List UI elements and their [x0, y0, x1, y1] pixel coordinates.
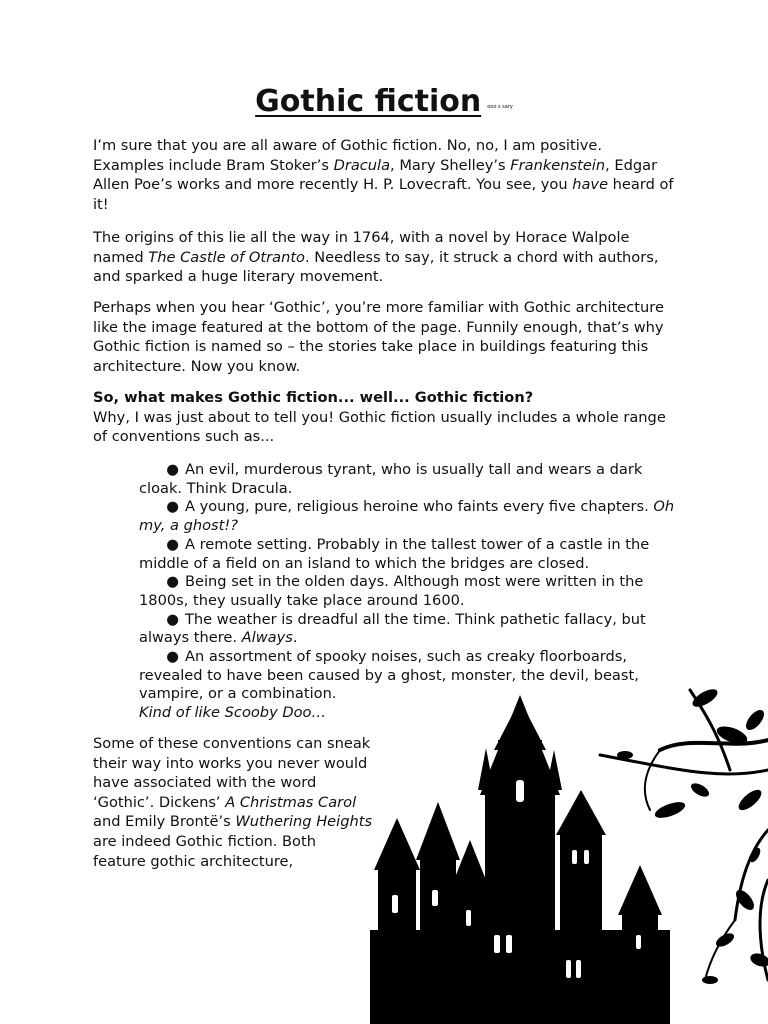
para4-christmas-carol: A Christmas Carol	[225, 793, 357, 811]
list-item	[139, 611, 684, 648]
para1-dracula: Dracula	[333, 156, 391, 174]
bullet-icon: ●	[166, 648, 179, 666]
list-item-after: .	[292, 629, 298, 647]
para1-frankenstein: Frankenstein	[510, 156, 606, 174]
list-item-text: A young, pure, religious heroine who faints every five chapters.	[185, 498, 654, 516]
conventions-tail: Kind of like Scooby Doo…	[139, 704, 327, 721]
para4-text-c: and Emily Brontë’s	[93, 813, 236, 831]
list-item-text: Being set in the olden days. Although most were written in the 1800s, they usually take place around 1600.	[139, 573, 644, 609]
examples-paragraph	[93, 734, 373, 871]
para4-text-a: Some of these conventions can sneak their way into works you never would have associated with the word ‘Gothic’. Dickens’	[93, 735, 371, 811]
title-block	[0, 84, 768, 119]
list-item	[139, 573, 684, 610]
para2-text-a: The origins of this lie all the way in 1764, with a novel by Horace Walpole named	[93, 229, 630, 266]
list-item-italic: Always	[241, 629, 293, 647]
title-tag: ooo s sary	[487, 103, 513, 110]
bullet-icon: ●	[166, 535, 179, 553]
list-item-text: An assortment of spooky noises, such as creaky floorboards, revealed to have been caused by a ghost, monster, the devil, beast, vampire, or a combination.	[139, 648, 639, 703]
para1-text-a: I’m sure that you are all aware of Gothic fiction. No, no, I am positive. Examples include Bram Stoker’s	[93, 137, 603, 174]
para1-text-g: heard of it!	[93, 176, 674, 213]
castle-icon	[370, 695, 670, 1024]
para2-otranto: The Castle of Otranto	[148, 248, 305, 266]
para4-text-e: are indeed Gothic fiction. Both feature gothic architecture,	[93, 832, 316, 870]
list-item-text: A remote setting. Probably in the tallest tower of a castle in the middle of a field on an island to which the bridges are closed.	[139, 535, 650, 572]
conventions-section	[93, 388, 675, 447]
conventions-intro: Why, I was just about to tell you! Gothic fiction usually includes a whole range of conventions such as...	[93, 408, 666, 446]
para3-text: Perhaps when you hear ‘Gothic’, you’re more familiar with Gothic architecture like the image featured at the bottom of the page. Funnily enough, that’s why Gothic fiction is named so – the stories take place in buildings featuring this architecture. Now you know.	[93, 299, 664, 375]
para2-text-c: . Needless to say, it struck a chord with authors, and sparked a huge literary movement.	[93, 248, 659, 286]
bullet-icon: ●	[166, 461, 179, 478]
bullet-icon: ●	[166, 610, 179, 628]
bullet-icon: ●	[166, 573, 179, 591]
origins-paragraph	[93, 228, 675, 287]
para1-text-c: , Mary Shelley’s	[390, 156, 511, 174]
list-item	[139, 536, 684, 573]
list-item	[139, 461, 684, 498]
para4-wuthering-heights: Wuthering Heights	[235, 813, 373, 831]
list-item	[139, 498, 684, 535]
conventions-list	[139, 461, 684, 704]
architecture-paragraph	[93, 298, 675, 376]
page-title: Gothic fiction	[255, 84, 482, 119]
list-item-text: The weather is dreadful all the time. Think pathetic fallacy, but always there.	[139, 610, 646, 647]
list-item-text: An evil, murderous tyrant, who is usually tall and wears a dark cloak. Think Dracula.	[139, 461, 643, 497]
para1-text-e: , Edgar Allen Poe’s works and more recently H. P. Lovecraft. You see, you	[93, 156, 658, 194]
castle-tree-silhouette	[360, 680, 768, 1024]
list-item-italic: Oh my, a ghost!?	[139, 498, 675, 535]
intro-paragraph	[93, 136, 675, 214]
section-subheading: So, what makes Gothic fiction... well... Gothic fiction?	[93, 389, 534, 406]
bullet-icon: ●	[166, 498, 179, 516]
para1-have: have	[572, 176, 609, 194]
